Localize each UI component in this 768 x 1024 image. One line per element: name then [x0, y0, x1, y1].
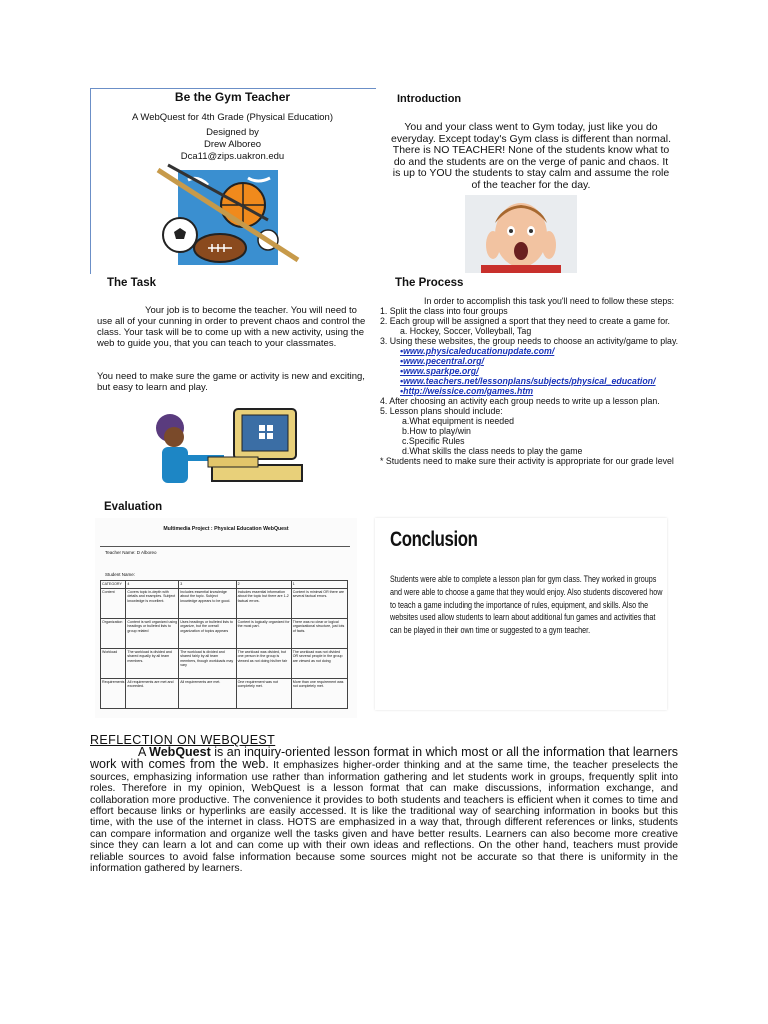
- table-row: [101, 619, 348, 649]
- reflection-body: It emphasizes higher-order thinking and at the same time, the teacher preselects the sources, emphasizing information use rather than information gathering and let students work in groups, frequently split into roles. Therefore in my opinion, WebQuest is a lesson format that can make discussions, information exchange, and collaboration more productive. The convenience it provides to both students and teachers is efficient when it comes to time and effort because links or hyperlinks are easily accessed. It is like the traditional way of searching information in books but this time, with the use of the internet in class. HOTS are emphasized in a way that, through different references or links, students can compare information and organize well the tasks given and have better results. Learners can also become more creative since they can learn a lot and can come up with their own ideas and reflections. On the other hand, teachers must provide reliable sources to avoid false information because some sources might not be accurate so that there is uniformity in the information gathered by learners.: [90, 760, 678, 875]
- rubric-cell: Content: [101, 589, 126, 619]
- rubric-table: [100, 580, 348, 709]
- link-physicaleducationupdate[interactable]: •www.physicaleducationupdate.com/: [400, 346, 555, 356]
- rubric-cell: Includes essential knowledge about the topic. Subject knowledge appears to be good.: [179, 589, 236, 619]
- rubric-header-cell: 4: [126, 581, 179, 589]
- rubric-cell: More than one requirement was not completely met.: [291, 679, 347, 709]
- rubric-cell: The workload was divided, but one person in the group is viewed as not doing his/her fair: [236, 649, 291, 679]
- rubric-divider: [100, 546, 350, 547]
- student-face: [164, 427, 184, 447]
- reflection-lead-bold: WebQuest: [149, 745, 211, 759]
- rubric-cell: Content is well organized using headings or bulleted lists to group related: [126, 619, 179, 649]
- process-step-5: 5. Lesson plans should include:: [380, 406, 503, 416]
- rubric-cell: Content is logically organized for the most part.: [236, 619, 291, 649]
- rubric-header-cell: 2: [236, 581, 291, 589]
- cover-title: Be the Gym Teacher: [174, 90, 291, 104]
- table-row: [101, 679, 348, 709]
- rubric-student: Student Name:: [105, 572, 136, 577]
- surprised-boy-photo: [465, 195, 577, 273]
- rubric-cell: The workload is divided and shared equally by all team members.: [126, 649, 179, 679]
- process-heading: The Process: [395, 277, 464, 289]
- cover-designed-by: Designed by: [206, 127, 259, 138]
- rubric-teacher: Teacher Name: D Alboreo: [105, 550, 157, 555]
- cover-subtitle-block: [90, 112, 375, 163]
- task-text-2: You need to make sure the game or activity is new and exciting, but easy to learn and play.: [97, 371, 365, 393]
- rubric-cell: Uses headings or bulleted lists to organize, but the overall organization of topics appears: [179, 619, 236, 649]
- reflection-lead-a: A: [138, 745, 150, 759]
- rubric-header-row: [101, 581, 348, 589]
- keyboard: [208, 457, 258, 467]
- rubric-header-cell: 3: [179, 581, 236, 589]
- process-intro: In order to accomplish this task you'll need to follow these steps:: [424, 296, 675, 306]
- evaluation-heading: Evaluation: [104, 501, 163, 513]
- process-step-1: 1. Split the class into four groups: [380, 306, 508, 316]
- conclusion-text: Students were able to complete a lesson plan for gym class. They worked in groups and were able to choose a game that they would enjoy. Also students discovered how to teach a game including the importance of rules, equipment, and skills. Also the websites used allow students to learn about additional fun games and activities that can be played in their own time or suggested to a gym teacher.: [390, 574, 663, 636]
- rubric-cell: Includes essential information about the topic but there are 1-2 factual errors.: [236, 589, 291, 619]
- rubric-cell: There was no clear or logical organizational structure, just lots of facts.: [291, 619, 347, 649]
- conclusion-heading: Conclusion: [390, 528, 478, 551]
- reflection-text: [90, 747, 678, 874]
- process-step-3: 3. Using these websites, the group needs to choose an activity/game to play.: [380, 336, 679, 346]
- reflection-heading: REFLECTION ON WEBQUEST: [90, 733, 276, 747]
- link-pecentral[interactable]: •www.pecentral.org/: [400, 356, 484, 366]
- process-steps: [380, 296, 680, 466]
- link-teachers-net[interactable]: •www.teachers.net/lessonplans/subjects/physical_education/: [400, 376, 656, 386]
- introduction-heading: Introduction: [397, 93, 462, 105]
- link-sparkpe[interactable]: •www.sparkpe.org/: [400, 366, 479, 376]
- rubric-cell: Requirements: [101, 679, 126, 709]
- student-shirt: [162, 447, 188, 483]
- sports-equipment-image: [148, 160, 308, 272]
- task-text-1: Your job is to become the teacher. You will need to use all of your cunning in order to prevent chaos and control the class. Your task will be to come up with a new activity, using the web to guide you, that you can teach to your classmates.: [97, 305, 366, 349]
- cover-subtitle: A WebQuest for 4th Grade (Physical Education): [131, 112, 333, 123]
- process-step-2: 2. Each group will be assigned a sport that they need to create a game for.: [380, 316, 670, 326]
- process-item-b: b.How to play/win: [402, 426, 471, 436]
- task-heading: The Task: [107, 277, 156, 289]
- introduction-text: You and your class went to Gym today, just like you do everyday. Except today's Gym class is different than normal. There is NO TEACHER! None of the students know what to do and the students are on the verge of panic and chaos. It is up to YOU the students to stay calm and assume the role of the teacher for the day.: [391, 121, 671, 191]
- process-item-a: a.What equipment is needed: [402, 416, 514, 426]
- process-note: * Students need to make sure their activity is appropriate for our grade level: [380, 456, 674, 466]
- rubric-cell: Covers topic in-depth with details and examples. Subject knowledge is excellent.: [126, 589, 179, 619]
- process-step-2a: a. Hockey, Soccer, Volleyball, Tag: [400, 326, 532, 336]
- process-step-4: 4. After choosing an activity each group needs to write up a lesson plan.: [380, 396, 660, 406]
- rubric-header-cell: 1: [291, 581, 347, 589]
- cover-email: Dca11@zips.uakron.edu: [180, 151, 285, 162]
- rubric-cell: All requirements are met and exceeded.: [126, 679, 179, 709]
- process-item-c: c.Specific Rules: [402, 436, 465, 446]
- rubric-cell: The workload was not divided OR several people in the group are viewed as not doing: [291, 649, 347, 679]
- rubric-cell: All requirements are met.: [179, 679, 236, 709]
- rubric-cell: The workload is divided and shared fairly by all team members, though workloads may vary: [179, 649, 236, 679]
- rubric-cell: One requirement was not completely met.: [236, 679, 291, 709]
- rubric-cell: Content is minimal OR there are several factual errors.: [291, 589, 347, 619]
- table-row: [101, 649, 348, 679]
- link-weissice[interactable]: •http://weissice.com/games.htm: [400, 386, 534, 396]
- rubric-header-cell: CATEGORY: [101, 581, 126, 589]
- table-row: [101, 589, 348, 619]
- rubric-cell: Workload: [101, 649, 126, 679]
- rubric-cell: Organization: [101, 619, 126, 649]
- process-item-d: d.What skills the class needs to play the game: [402, 446, 583, 456]
- reflection-lead-rest: is an inquiry-oriented lesson format in which most or all the information that learners work with comes from the web.: [90, 745, 678, 772]
- student-computer-image: [148, 403, 308, 495]
- rubric-title: Multimedia Project : Physical Education WebQuest: [163, 526, 289, 532]
- cover-author: Drew Alboreo: [203, 139, 262, 150]
